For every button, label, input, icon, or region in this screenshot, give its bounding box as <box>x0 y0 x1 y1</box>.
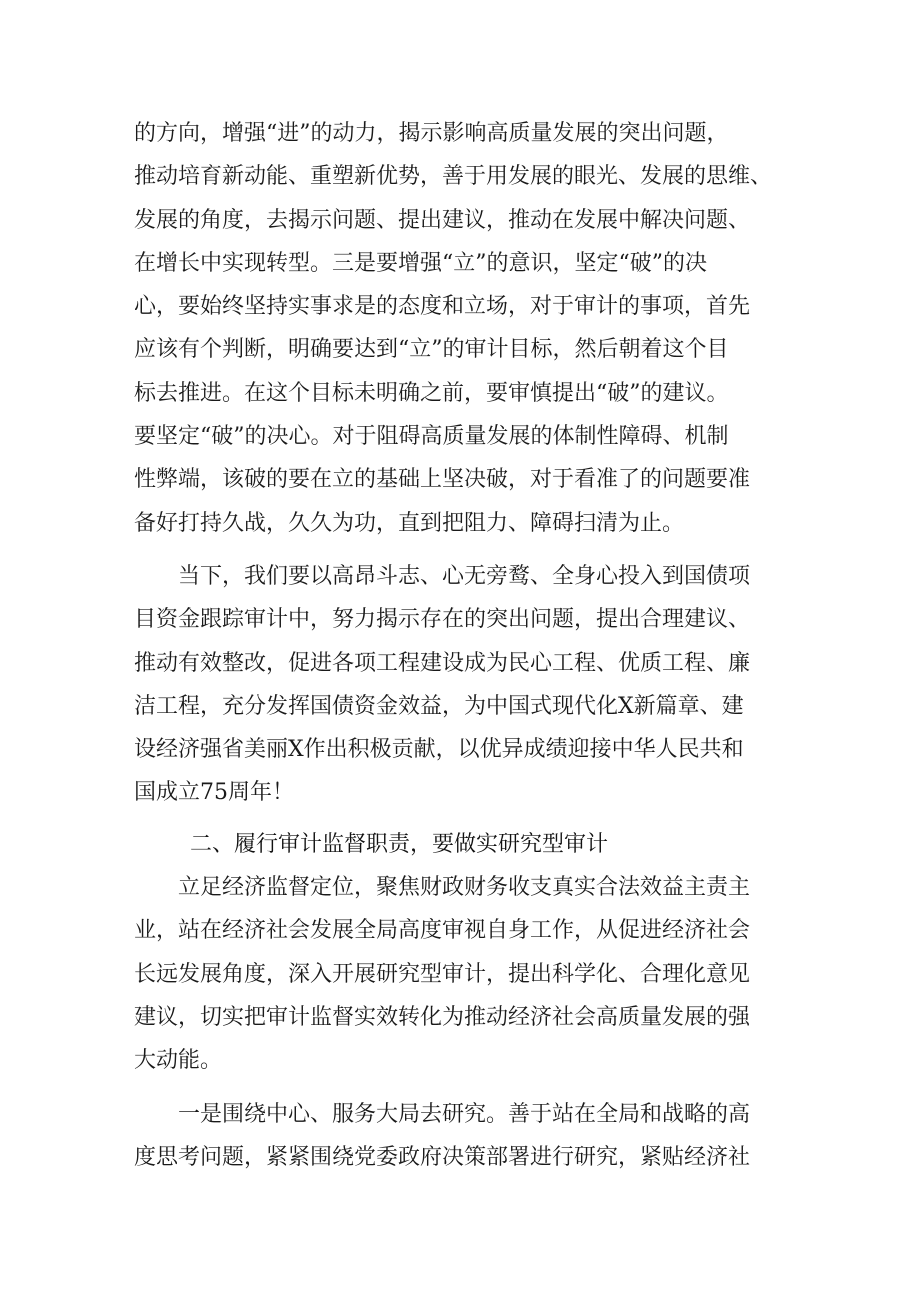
text-line: 大动能。 <box>134 1048 223 1074</box>
paragraph-spacer <box>134 545 814 555</box>
paragraph-1 <box>134 112 814 545</box>
text-line: 应该有个判断，明确要达到“立”的审计目标，然后朝着这个目 <box>134 337 729 363</box>
text-line: 度思考问题，紧紧围绕党委政府决策部署进行研究，紧贴经济社 <box>134 1144 751 1170</box>
text-line: 要坚定“破”的决心。对于阻碍高质量发展的体制性障碍、机制 <box>134 424 729 450</box>
text-line: 目资金跟踪审计中，努力揭示存在的突出问题，提出合理建议、 <box>134 607 751 633</box>
text-line: 备好打持久战，久久为功，直到把阻力、障碍扫清为止。 <box>134 510 685 536</box>
text-line: 的方向，增强“进”的动力，揭示影响高质量发展的突出问题， <box>134 121 729 146</box>
text-line: 业，站在经济社会发展全局高度审视自身工作，从促进经济社会 <box>134 918 751 944</box>
text-line: 推动有效整改，促进各项工程建设成为民心工程、优质工程、廉 <box>134 650 751 676</box>
paragraph-spacer <box>134 1083 814 1093</box>
text-line: 一是围绕中心、服务大局去研究。善于站在全局和战略的高 <box>134 1101 751 1127</box>
text-line: 心，要始终坚持实事求是的态度和立场，对于审计的事项，首先 <box>134 294 751 320</box>
text-line: 标去推进。在这个目标未明确之前，要审慎提出“破”的建议。 <box>134 380 729 406</box>
text-line: 立足经济监督定位，聚焦财政财务收支真实合法效益主责主 <box>134 875 751 901</box>
text-line: 设经济强省美丽X作出积极贡献，以优异成绩迎接中华人民共和 <box>134 737 744 763</box>
text-line: 在增长中实现转型。三是要增强“立”的意识，坚定“破”的决 <box>134 250 707 276</box>
text-line: 洁工程，充分发挥国债资金效益，为中国式现代化X新篇章、建 <box>134 693 744 719</box>
paragraph-spacer <box>134 815 814 823</box>
paragraph-3 <box>134 866 814 1082</box>
paragraph-4 <box>134 1093 814 1180</box>
text-line: 建议，切实把审计监督实效转化为推动经济社会高质量发展的强 <box>134 1004 751 1030</box>
paragraph-2 <box>134 555 814 815</box>
section-heading: 二、履行审计监督职责，要做实研究型审计 <box>190 831 609 857</box>
document-body <box>134 112 814 1179</box>
text-line: 性弊端，该破的要在立的基础上坚决破，对于看准了的问题要准 <box>134 467 751 493</box>
text-line: 发展的角度，去揭示问题、提出建议，推动在发展中解决问题、 <box>134 207 751 233</box>
text-line: 推动培育新动能、重塑新优势，善于用发展的眼光、发展的思维、 <box>134 164 773 190</box>
text-line: 当下，我们要以高昂斗志、心无旁鹜、全身心投入到国债项 <box>134 563 751 589</box>
text-line: 国成立75周年！ <box>134 780 294 806</box>
text-line: 长远发展角度，深入开展研究型审计，提出科学化、合理化意见 <box>134 961 751 987</box>
